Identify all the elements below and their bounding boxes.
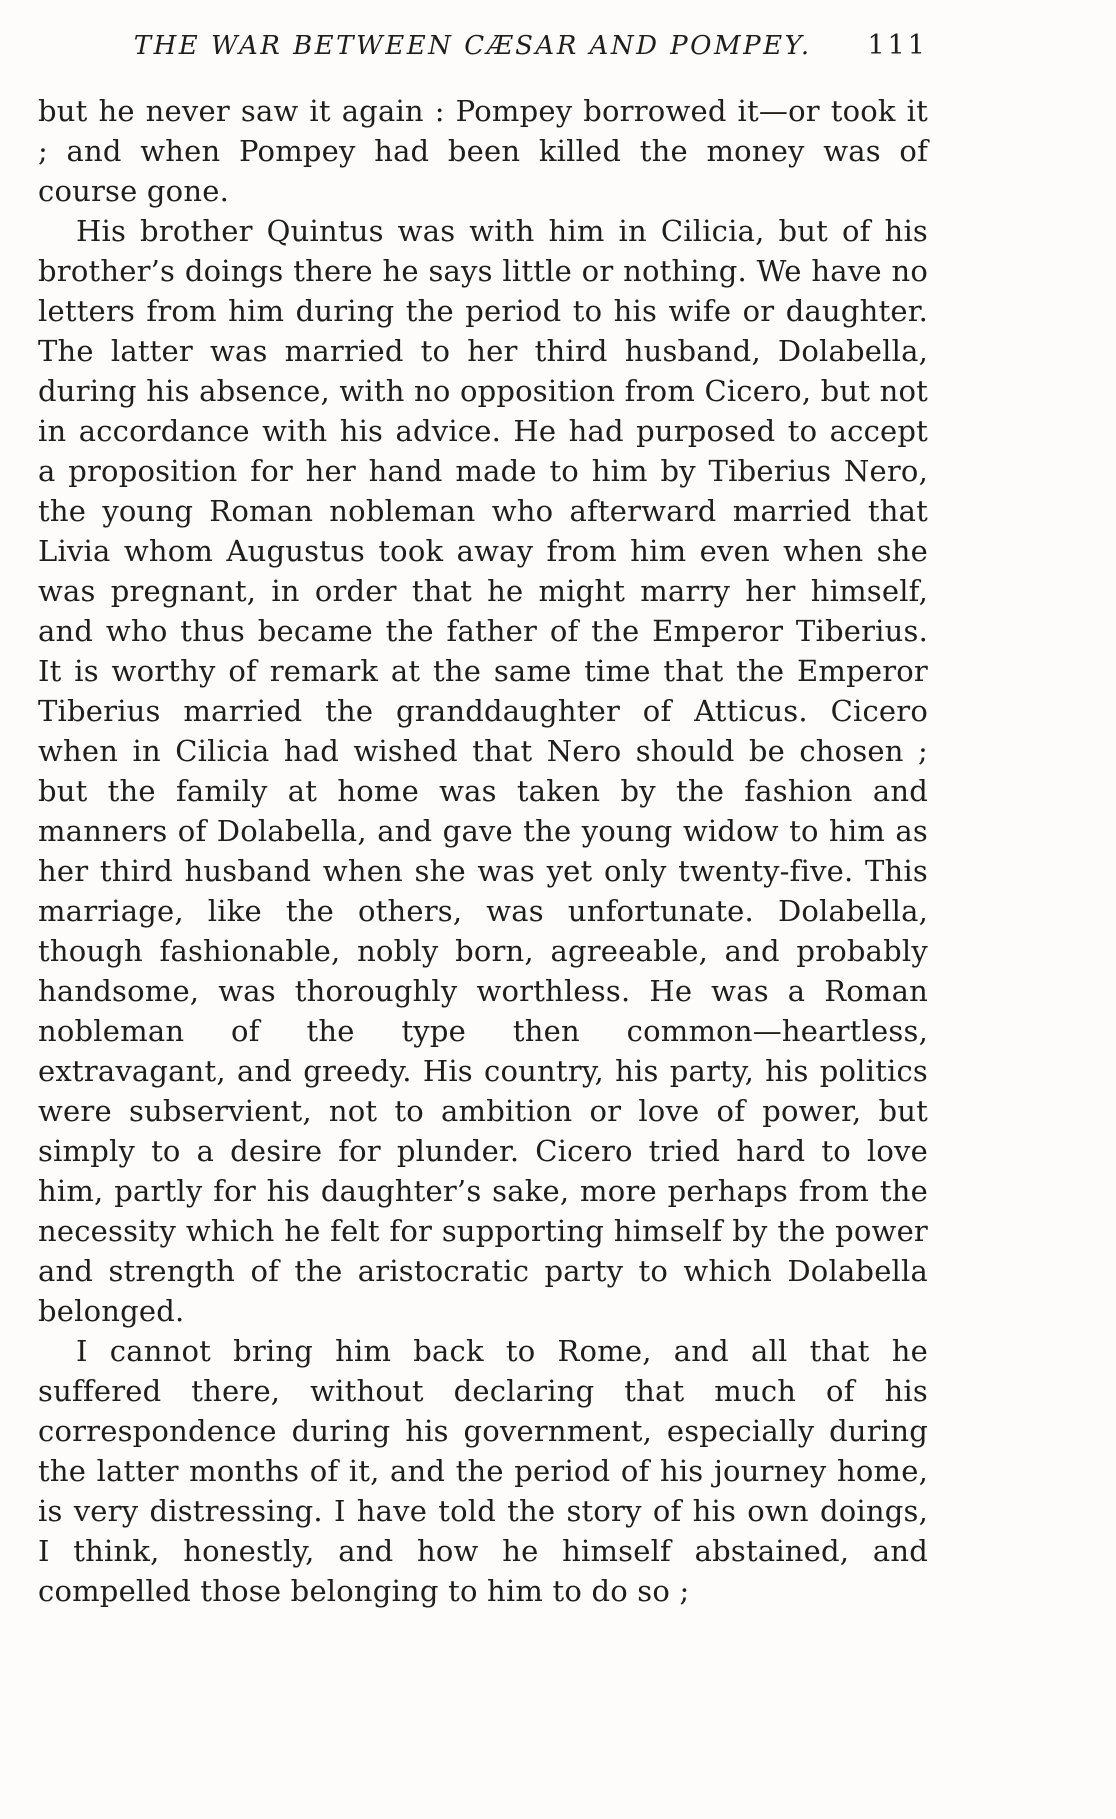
- page-header: [38, 30, 928, 61]
- paragraph-1: but he never saw it again : Pompey borrowed it—or took it ; and when Pompey had been killed the money was of course gone.: [38, 94, 928, 208]
- paragraph-3: I cannot bring him back to Rome, and all that he suffered there, without declaring that much of his correspondence during his government, especially during the latter months of it, and the period of his journey home, is very distressing. I have told the story of his own doings, I think, honestly, and how he himself abstained, and compelled those belonging to him to do so ;: [38, 1334, 928, 1608]
- page-number: 111: [867, 30, 928, 61]
- paragraph-2: His brother Quintus was with him in Cilicia, but of his brother’s doings there he says little or nothing. We have no letters from him during the period to his wife or daughter. The latter was married to her third husband, Dolabella, during his absence, with no opposition from Cicero, but not in accordance with his advice. He had purposed to accept a proposition for her hand made to him by Tiberius Nero, the young Roman nobleman who afterward married that Livia whom Augustus took away from him even when she was pregnant, in order that he might marry her himself, and who thus became the father of the Emperor Tiberius. It is worthy of remark at the same time that the Emperor Tiberius married the granddaughter of Atticus. Cicero when in Cilicia had wished that Nero should be chosen ; but the family at home was taken by the fashion and manners of Dolabella, and gave the young widow to him as her third husband when she was yet only twenty-five. This marriage, like the others, was unfortunate. Dolabella, though fashionable, nobly born, agreeable, and probably handsome, was thoroughly worthless. He was a Roman nobleman of the type then common—heartless, extravagant, and greedy. His country, his party, his politics were subservient, not to ambition or love of power, but simply to a desire for plunder. Cicero tried hard to love him, partly for his daughter’s sake, more perhaps from the necessity which he felt for supporting himself by the power and strength of the aristocratic party to which Dolabella belonged.: [38, 214, 928, 1328]
- running-title: THE WAR BETWEEN CÆSAR AND POMPEY.: [133, 31, 812, 61]
- page-body: [38, 91, 928, 1611]
